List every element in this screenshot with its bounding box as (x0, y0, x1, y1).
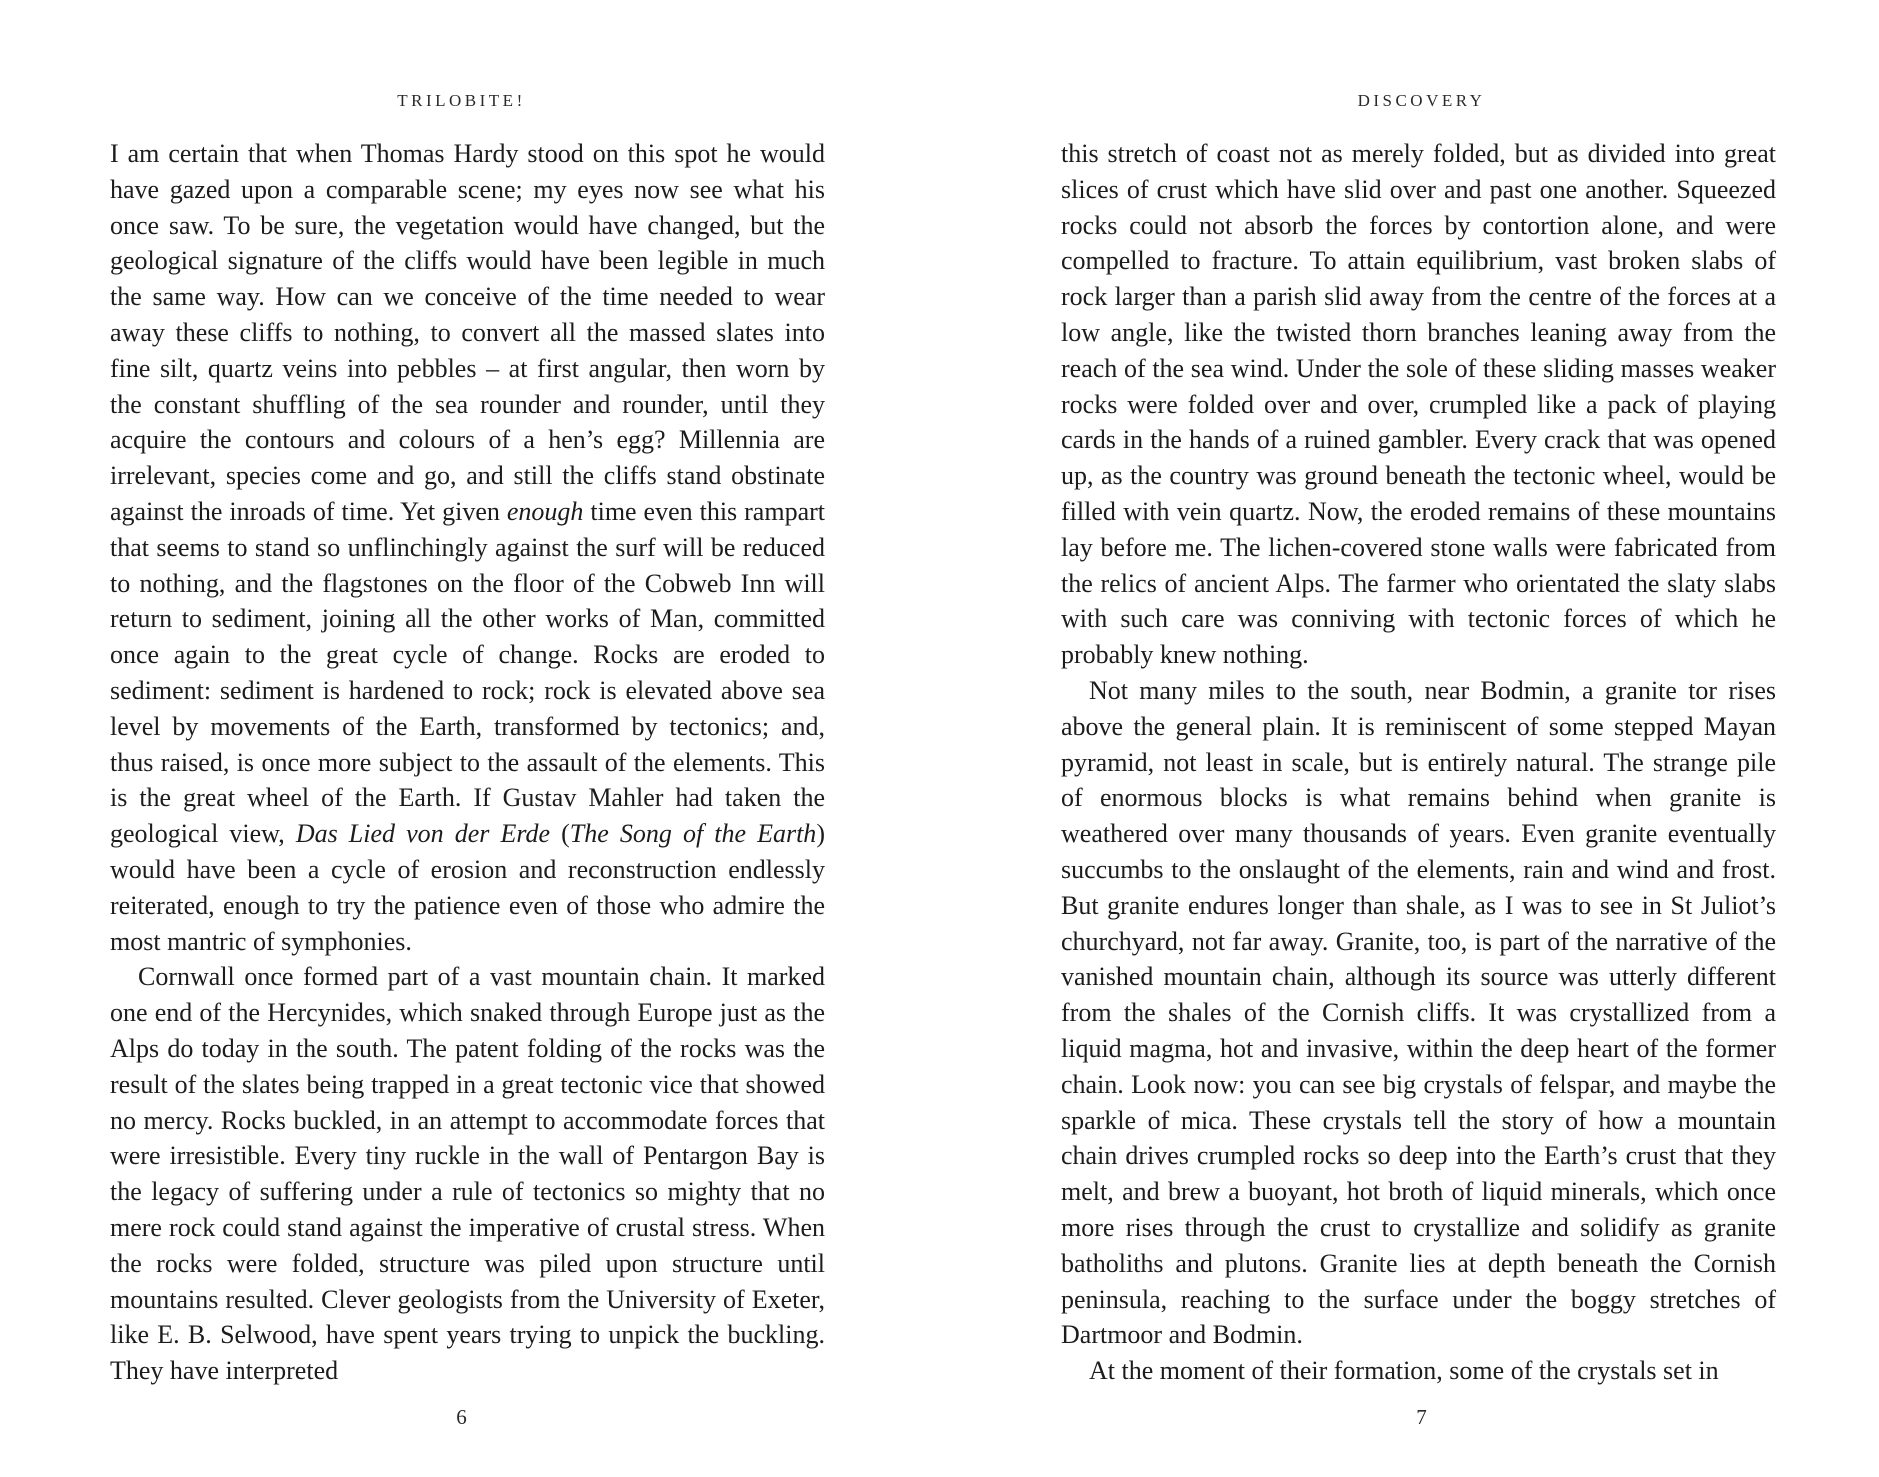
paragraph (110, 136, 825, 959)
text-run: Cornwall once formed part of a vast mountain chain. It marked one end of the Hercynides, which snaked through Europe just as the Alps do today in the south. The patent folding of the rocks was the result of the slates being trapped in a great tectonic vice that showed no mercy. Rocks buckled, in an attempt to accommodate forces that were irresistible. Every tiny ruckle in the wall of Pentargon Bay is the legacy of suffering under a rule of tectonics so mighty that no mere rock could stand against the imperative of crustal stress. When the rocks were folded, structure was piled upon structure until mountains resulted. Clever geologists from the University of Exeter, like E. B. Selwood, have spent years trying to unpick the buckling. They have interpreted (110, 962, 825, 1386)
italic-text-run: The Song of the Earth (569, 819, 817, 849)
text-run: Not many miles to the south, near Bodmin, a granite tor rises above the general plain. It is reminiscent of some stepped Mayan pyramid, not least in scale, but is entirely natural. The strange pile of enormous blocks is what remains behind when granite is weathered over many thousands of years. Even granite eventually succumbs to the onslaught of the elements, rain and wind and frost. But granite endures longer than shale, as I was to see in St Juliot’s churchyard, not far away. Granite, too, is part of the narrative of the vanished mountain chain, although its source was utterly different from the shales of the Cornish cliffs. It was crystallized from a liquid magma, hot and invasive, within the deep heart of the former chain. Look now: you can see big crystals of felspar, and maybe the sparkle of mica. These crystals tell the story of how a mountain chain drives crumpled rocks so deep into the Earth’s crust that they melt, and brew a buoyant, hot broth of liquid minerals, which once more rises through the crust to crystallize and solidify as granite batholiths and plutons. Granite lies at depth beneath the Cornish peninsula, reaching to the surface under the boggy stretches of Dartmoor and Bodmin. (1061, 675, 1776, 1350)
left-page-body (110, 136, 825, 1389)
text-run: this stretch of coast not as merely folded, but as divided into great slices of crust which have slid over and past one another. Squeezed rocks could not absorb the forces by contortion alone, and were compelled to fracture. To attain equilibrium, vast broken slabs of rock larger than a parish slid away from the centre of the forces at a low angle, like the twisted thorn branches leaning away from the reach of the sea wind. Under the sole of these sliding masses weaker rocks were folded over and over, crumpled like a pack of playing cards in the hands of a ruined gambler. Every crack that was opened up, as the country was ground beneath the tectonic wheel, would be filled with vein quartz. Now, the eroded remains of these mountains lay before me. The lichen-covered stone walls were fabricated from the relics of ancient Alps. The farmer who orientated the slaty slabs with such care was conniving with tectonic forces of which he probably knew nothing. (1061, 139, 1776, 670)
page-number-left: 6 (456, 1405, 467, 1429)
text-run: ) would have been a cycle of erosion and reconstruction endlessly reiterated, enough to try the patience even of those who admire the most mantric of symphonies. (110, 819, 825, 956)
text-run: time even this rampart that seems to stand so unflinchingly against the surf will be reduced to nothing, and the flagstones on the floor of the Cobweb Inn will return to sediment, joining all the other works of Man, committed once again to the great cycle of change. Rocks are eroded to sediment: sediment is hardened to rock; rock is elevated above sea level by movements of the Earth, transformed by tectonics; and, thus raised, is once more subject to the assault of the elements. This is the great wheel of the Earth. If Gustav Mahler had taken the geological view, (110, 496, 825, 849)
running-head-right: DISCOVERY (1357, 91, 1486, 110)
page-number-right: 7 (1416, 1405, 1427, 1429)
text-run: ( (550, 819, 570, 849)
paragraph (1061, 673, 1776, 1353)
paragraph (1061, 1353, 1776, 1389)
italic-text-run: enough (506, 496, 584, 526)
text-run: At the moment of their formation, some of the crystals set in (1089, 1356, 1719, 1386)
running-head-left: TRILOBITE! (397, 91, 526, 110)
text-run: I am certain that when Thomas Hardy stood on this spot he would have gazed upon a comparable scene; my eyes now see what his once saw. To be sure, the vegetation would have changed, but the geological signature of the cliffs would have been legible in much the same way. How can we conceive of the time needed to wear away these cliffs to nothing, to convert all the massed slates into fine silt, quartz veins into pebbles – at first angular, then worn by the constant shuffling of the sea rounder and rounder, until they acquire the contours and colours of a hen’s egg? Millennia are irrelevant, species come and go, and still the cliffs stand obstinate against the inroads of time. Yet given (110, 139, 825, 526)
paragraph (110, 959, 825, 1389)
italic-text-run: Das Lied von der Erde (295, 819, 551, 849)
right-page (1061, 0, 1776, 1477)
left-page (110, 0, 825, 1477)
paragraph (1061, 136, 1776, 673)
right-page-body (1061, 136, 1776, 1389)
